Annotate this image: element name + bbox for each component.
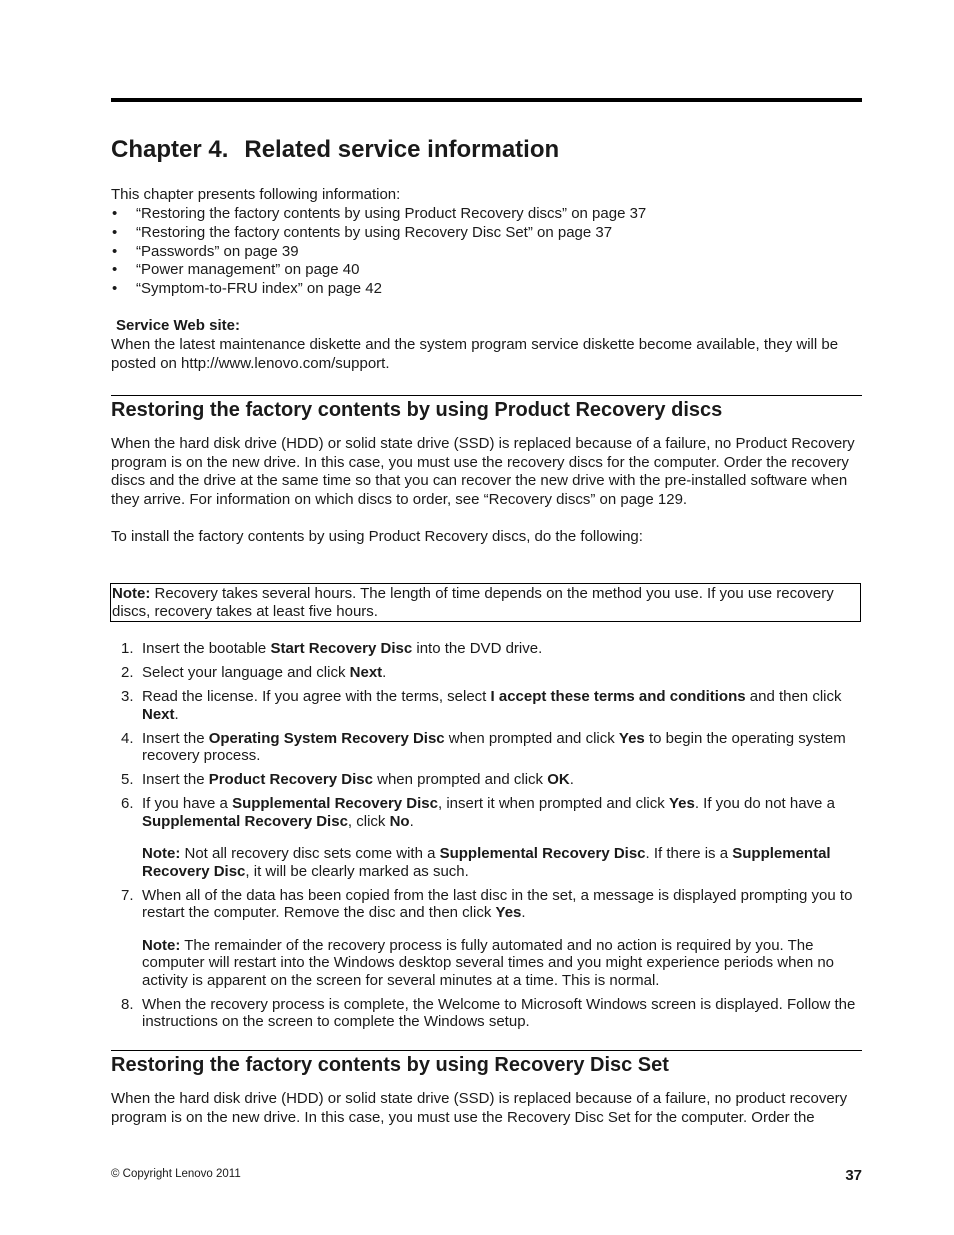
chapter-heading	[111, 136, 559, 164]
step-item: 6. If you have a Supplemental Recovery Disc, insert it when prompted and click Yes. If you do not have a Supplemental Recovery Disc, click No. Note: Not all recovery disc sets come with a Supplemental Recovery Disc. If there is a Supplemental Recovery Disc, it will be clearly marked as such.	[111, 795, 863, 880]
chapter-title: Related service information	[244, 136, 560, 163]
step-number: 4.	[121, 729, 134, 747]
step-item: 4. Insert the Operating System Recovery Disc when prompted and click Yes to begin the operating system recovery process.	[121, 729, 846, 764]
topic-link[interactable]: • “Power management” on page 40	[111, 261, 646, 280]
intro-text: This chapter presents following information:	[111, 186, 401, 203]
step-item: 1. Insert the bootable Start Recovery Disc into the DVD drive.	[121, 640, 543, 657]
section1-paragraph: When the hard disk drive (HDD) or solid state drive (SSD) is replaced because of a failure, no Product Recovery program is on the new drive. In this case, you must use the recovery discs for the computer. Order the recovery discs and the drive at the same time so that you can recover the new drive with the pre-installed software when they arrive. For information on which discs to order, see “Recovery discs” on page 129.	[111, 435, 855, 508]
topic-link[interactable]: • “Restoring the factory contents by using Recovery Disc Set” on page 37	[111, 224, 646, 243]
step-item: 2. Select your language and click Next.	[121, 664, 387, 681]
page-number: 37	[845, 1167, 862, 1184]
step-item: 5. Insert the Product Recovery Disc when prompted and click OK.	[121, 771, 574, 788]
service-web-label: Service Web site:	[116, 317, 240, 334]
copyright-text: © Copyright Lenovo 2011	[111, 1168, 241, 1180]
section-rule	[111, 395, 862, 396]
step-item: 3. Read the license. If you agree with the terms, select I accept these terms and conditions and then click Next.	[121, 688, 842, 723]
note-text: Recovery takes several hours. The length of time depends on the method you use. If you use recovery discs, recovery takes at least five hours.	[112, 585, 834, 620]
step-number: 5.	[121, 771, 134, 788]
chapter-top-rule	[111, 98, 862, 102]
step-note: Note: Not all recovery disc sets come with a Supplemental Recovery Disc. If there is a Supplemental Recovery Disc, it will be clearly marked as such.	[142, 845, 831, 880]
section-heading-recovery-disc-set: Restoring the factory contents by using Recovery Disc Set	[111, 1054, 669, 1076]
step-item: 7. When all of the data has been copied from the last disc in the set, a message is displayed prompting you to restart the computer. Remove the disc and then click Yes. Note: The remainder of the recovery process is fully automated and no action is required by you. The computer will restart into the Windows desktop several times and you might experience periods when no activity is apparent on the screen for several minutes at a time. This is normal.	[111, 887, 863, 990]
section-heading-product-recovery: Restoring the factory contents by using Product Recovery discs	[111, 399, 723, 421]
step-number: 8.	[121, 995, 134, 1013]
service-web-text: When the latest maintenance diskette and the system program service diskette become available, they will be posted on http://www.lenovo.com/support.	[111, 336, 839, 372]
section1-instructions-intro: To install the factory contents by using Product Recovery discs, do the following:	[111, 528, 643, 545]
recovery-steps	[111, 640, 863, 1037]
chapter-number: Chapter 4.	[111, 136, 229, 163]
step-number: 3.	[121, 688, 134, 705]
topic-link[interactable]: • “Restoring the factory contents by using Product Recovery discs” on page 37	[111, 205, 646, 224]
step-item: 8. When the recovery process is complete, the Welcome to Microsoft Windows screen is displayed. Follow the instructions on the screen to complete the Windows setup.	[121, 995, 856, 1030]
topic-list	[111, 205, 646, 299]
step-note: Note: The remainder of the recovery process is fully automated and no action is required by you. The computer will restart into the Windows desktop several times and you might experience periods when no activity is apparent on the screen for several minutes at a time. This is normal.	[142, 936, 835, 989]
section2-paragraph: When the hard disk drive (HDD) or solid state drive (SSD) is replaced because of a failure, no product recovery program is on the new drive. In this case, you must use the Recovery Disc Set for the computer. Order the	[111, 1090, 848, 1126]
step-number: 2.	[121, 664, 134, 681]
topic-link[interactable]: • “Symptom-to-FRU index” on page 42	[111, 280, 646, 299]
step-number: 1.	[121, 640, 134, 657]
step-number: 7.	[121, 886, 134, 904]
step-number: 6.	[121, 795, 134, 812]
note-box	[110, 583, 861, 622]
topic-link[interactable]: • “Passwords” on page 39	[111, 243, 646, 262]
section-rule	[111, 1050, 862, 1051]
note-label: Note:	[112, 585, 151, 602]
